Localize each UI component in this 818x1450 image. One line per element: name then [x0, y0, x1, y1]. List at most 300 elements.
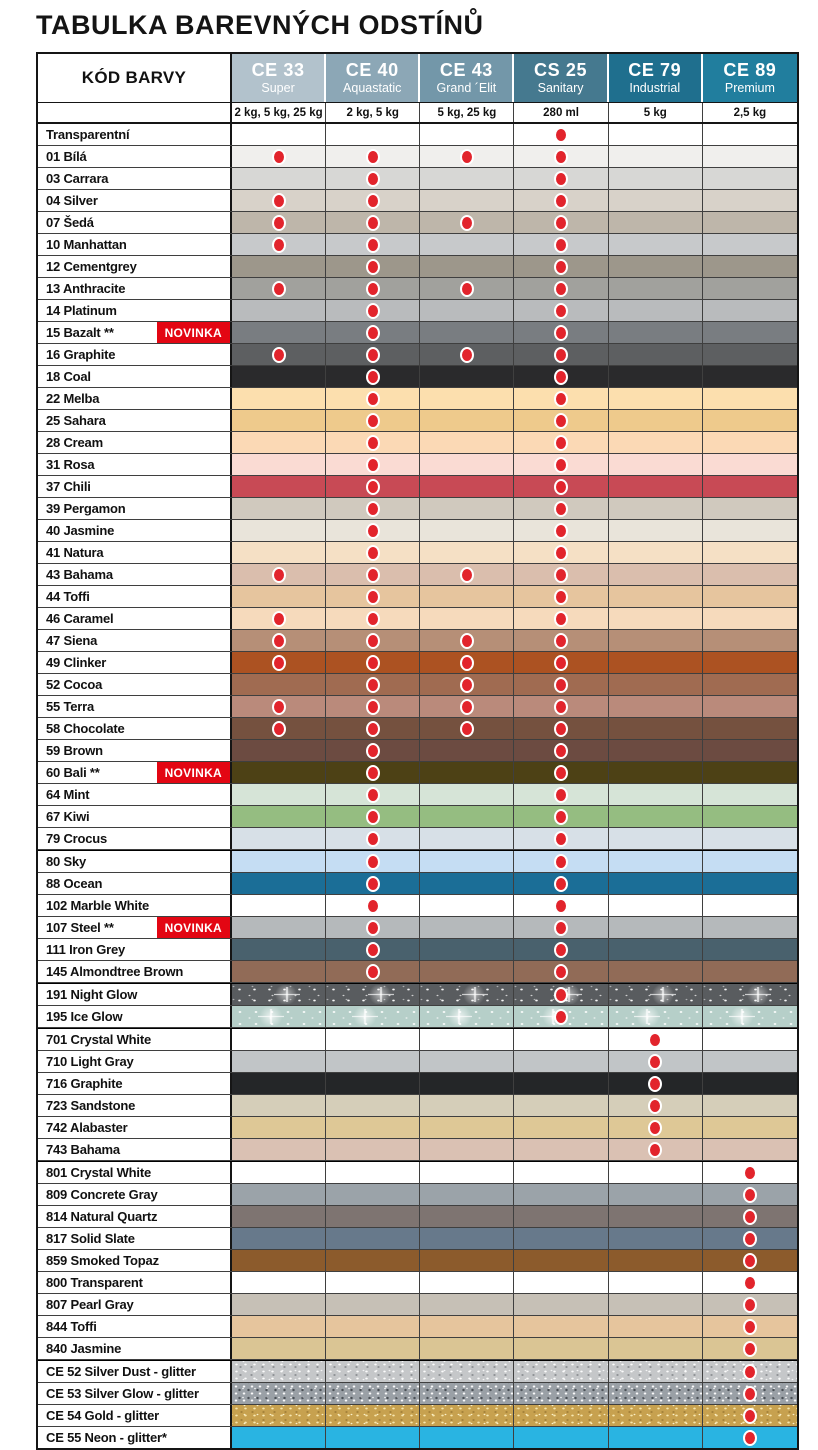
- availability-dot: [743, 1297, 757, 1313]
- color-row: [38, 1360, 797, 1383]
- color-name-cell: [38, 718, 232, 739]
- availability-dot: [366, 325, 380, 341]
- color-row: [38, 1028, 797, 1051]
- color-name-cell: [38, 1250, 232, 1271]
- availability-dot: [366, 369, 380, 385]
- color-row: [38, 917, 797, 939]
- availability-dot: [366, 898, 380, 914]
- color-name-cell: [38, 1184, 232, 1205]
- swatch-ce-43: [420, 762, 514, 783]
- availability-dot: [743, 1253, 757, 1269]
- swatch-ce-79: [609, 1316, 703, 1337]
- swatch-cs-25: [514, 630, 608, 651]
- color-row: [38, 828, 797, 850]
- availability-dot: [366, 413, 380, 429]
- swatch-ce-43: [420, 1139, 514, 1160]
- swatch-cs-25: [514, 1139, 608, 1160]
- swatch-ce-89: [703, 1162, 797, 1183]
- color-name: 12 Cementgrey: [46, 259, 137, 274]
- swatch-ce-43: [420, 1272, 514, 1293]
- availability-dot: [366, 237, 380, 253]
- color-name: 80 Sky: [46, 854, 87, 869]
- swatch-ce-33: [232, 322, 326, 343]
- color-name: 814 Natural Quartz: [46, 1209, 158, 1224]
- swatch-ce-40: [326, 740, 420, 761]
- swatch-ce-33: [232, 961, 326, 982]
- availability-dot: [554, 237, 568, 253]
- color-row: [38, 674, 797, 696]
- color-name: 10 Manhattan: [46, 237, 127, 252]
- availability-dot: [554, 303, 568, 319]
- color-row: [38, 961, 797, 983]
- swatch-ce-89: [703, 1294, 797, 1315]
- swatch-cs-25: [514, 1051, 608, 1072]
- swatch-ce-79: [609, 1006, 703, 1027]
- swatch-cs-25: [514, 520, 608, 541]
- color-name: 809 Concrete Gray: [46, 1187, 158, 1202]
- swatch-ce-79: [609, 895, 703, 916]
- swatch-ce-79: [609, 1184, 703, 1205]
- color-row: [38, 586, 797, 608]
- availability-dot: [648, 1142, 662, 1158]
- swatch-ce-33: [232, 674, 326, 695]
- swatch-ce-79: [609, 278, 703, 299]
- color-name: 701 Crystal White: [46, 1032, 151, 1047]
- sizes-row-empty-cell: [38, 103, 232, 122]
- swatch-ce-43: [420, 1162, 514, 1183]
- swatch-ce-33: [232, 851, 326, 872]
- swatch-ce-33: [232, 1184, 326, 1205]
- availability-dot: [460, 215, 474, 231]
- color-name-cell: [38, 1272, 232, 1293]
- swatch-cs-25: [514, 1029, 608, 1050]
- swatch-ce-33: [232, 366, 326, 387]
- swatch-ce-79: [609, 851, 703, 872]
- swatch-ce-79: [609, 806, 703, 827]
- color-name-cell: [38, 1427, 232, 1448]
- availability-dot: [554, 127, 568, 143]
- swatch-ce-79: [609, 520, 703, 541]
- swatch-cs-25: [514, 586, 608, 607]
- color-name: 31 Rosa: [46, 457, 95, 472]
- swatch-ce-89: [703, 190, 797, 211]
- swatch-ce-33: [232, 146, 326, 167]
- swatch-ce-79: [609, 1294, 703, 1315]
- swatch-ce-79: [609, 1117, 703, 1138]
- color-name: 800 Transparent: [46, 1275, 143, 1290]
- swatch-ce-33: [232, 1073, 326, 1094]
- color-name: 01 Bílá: [46, 149, 87, 164]
- color-name-cell: [38, 476, 232, 497]
- availability-dot: [366, 787, 380, 803]
- swatch-ce-89: [703, 1250, 797, 1271]
- swatch-ce-33: [232, 1095, 326, 1116]
- swatch-ce-43: [420, 1361, 514, 1382]
- availability-dot: [366, 193, 380, 209]
- availability-dot: [554, 215, 568, 231]
- swatch-ce-43: [420, 608, 514, 629]
- swatch-ce-43: [420, 740, 514, 761]
- availability-dot: [460, 655, 474, 671]
- color-name-cell: [38, 212, 232, 233]
- swatch-ce-40: [326, 630, 420, 651]
- product-code: CE 89: [723, 60, 777, 81]
- swatch-ce-40: [326, 784, 420, 805]
- swatch-ce-79: [609, 168, 703, 189]
- swatch-cs-25: [514, 1427, 608, 1448]
- swatch-cs-25: [514, 1338, 608, 1359]
- availability-dot: [460, 149, 474, 165]
- availability-dot: [554, 523, 568, 539]
- swatch-ce-79: [609, 652, 703, 673]
- color-name-cell: [38, 168, 232, 189]
- swatch-ce-33: [232, 1272, 326, 1293]
- color-name: Transparentní: [46, 127, 130, 142]
- swatch-cs-25: [514, 1006, 608, 1027]
- swatch-ce-43: [420, 564, 514, 585]
- availability-dot: [366, 259, 380, 275]
- swatch-ce-43: [420, 696, 514, 717]
- color-name-cell: [38, 542, 232, 563]
- color-name: 04 Silver: [46, 193, 98, 208]
- swatch-ce-40: [326, 851, 420, 872]
- swatch-ce-89: [703, 1117, 797, 1138]
- swatch-ce-33: [232, 895, 326, 916]
- color-name: CE 52 Silver Dust - glitter: [46, 1364, 196, 1379]
- swatch-ce-33: [232, 630, 326, 651]
- availability-dot: [366, 391, 380, 407]
- swatch-ce-43: [420, 212, 514, 233]
- swatch-ce-33: [232, 498, 326, 519]
- code-column-header: KÓD BARVY: [38, 54, 232, 102]
- availability-dot: [366, 523, 380, 539]
- swatch-ce-40: [326, 322, 420, 343]
- availability-dot: [460, 633, 474, 649]
- color-row: [38, 1338, 797, 1360]
- color-row: [38, 850, 797, 873]
- availability-dot: [366, 589, 380, 605]
- swatch-ce-79: [609, 1095, 703, 1116]
- color-row: [38, 564, 797, 586]
- availability-dot: [554, 435, 568, 451]
- swatch-ce-43: [420, 674, 514, 695]
- swatch-ce-89: [703, 1405, 797, 1426]
- swatch-ce-40: [326, 1073, 420, 1094]
- availability-dot: [554, 1009, 568, 1025]
- swatch-ce-40: [326, 806, 420, 827]
- package-size-cs25: 280 ml: [514, 103, 608, 122]
- color-row: [38, 1006, 797, 1028]
- swatch-ce-40: [326, 1361, 420, 1382]
- novinka-badge: NOVINKA: [157, 762, 230, 783]
- availability-dot: [743, 1408, 757, 1424]
- swatch-ce-33: [232, 190, 326, 211]
- package-size-ce33: 2 kg, 5 kg, 25 kg: [232, 103, 326, 122]
- swatch-ce-79: [609, 388, 703, 409]
- swatch-ce-79: [609, 1139, 703, 1160]
- swatch-ce-43: [420, 454, 514, 475]
- swatch-ce-79: [609, 1029, 703, 1050]
- color-name: 64 Mint: [46, 787, 90, 802]
- color-name: 716 Graphite: [46, 1076, 123, 1091]
- swatch-ce-79: [609, 190, 703, 211]
- swatch-ce-43: [420, 806, 514, 827]
- color-name-cell: [38, 124, 232, 145]
- swatch-ce-33: [232, 410, 326, 431]
- swatch-cs-25: [514, 917, 608, 938]
- swatch-cs-25: [514, 300, 608, 321]
- color-name: 07 Šedá: [46, 215, 94, 230]
- color-name: 18 Coal: [46, 369, 91, 384]
- color-name-cell: [38, 1405, 232, 1426]
- swatch-ce-89: [703, 895, 797, 916]
- swatch-ce-40: [326, 146, 420, 167]
- swatch-ce-89: [703, 674, 797, 695]
- swatch-ce-33: [232, 1139, 326, 1160]
- novinka-badge: NOVINKA: [157, 917, 230, 938]
- color-name: 67 Kiwi: [46, 809, 90, 824]
- color-name-cell: [38, 410, 232, 431]
- availability-dot: [554, 831, 568, 847]
- package-sizes-row: [38, 103, 797, 124]
- swatch-ce-40: [326, 895, 420, 916]
- color-name: 49 Clinker: [46, 655, 107, 670]
- swatch-ce-79: [609, 608, 703, 629]
- swatch-ce-89: [703, 1228, 797, 1249]
- availability-dot: [460, 721, 474, 737]
- availability-dot: [366, 479, 380, 495]
- color-name: 41 Natura: [46, 545, 104, 560]
- color-name-cell: [38, 300, 232, 321]
- color-name-cell: [38, 1006, 232, 1027]
- color-row: [38, 1383, 797, 1405]
- color-name-cell: [38, 234, 232, 255]
- color-row: [38, 1316, 797, 1338]
- swatch-ce-89: [703, 806, 797, 827]
- availability-dot: [366, 942, 380, 958]
- product-code: CE 40: [345, 60, 399, 81]
- swatch-ce-89: [703, 520, 797, 541]
- color-row: [38, 806, 797, 828]
- swatch-ce-79: [609, 1383, 703, 1404]
- swatch-ce-40: [326, 410, 420, 431]
- swatch-ce-79: [609, 1427, 703, 1448]
- availability-dot: [554, 171, 568, 187]
- color-name-cell: [38, 432, 232, 453]
- color-name-cell: [38, 388, 232, 409]
- swatch-cs-25: [514, 1316, 608, 1337]
- swatch-cs-25: [514, 124, 608, 145]
- availability-dot: [366, 303, 380, 319]
- swatch-ce-40: [326, 674, 420, 695]
- swatch-ce-40: [326, 454, 420, 475]
- swatch-ce-43: [420, 1184, 514, 1205]
- swatch-ce-43: [420, 851, 514, 872]
- swatch-cs-25: [514, 410, 608, 431]
- color-name-cell: [38, 1316, 232, 1337]
- swatch-ce-33: [232, 344, 326, 365]
- swatch-ce-89: [703, 917, 797, 938]
- swatch-cs-25: [514, 740, 608, 761]
- color-name-cell: [38, 895, 232, 916]
- swatch-ce-33: [232, 1051, 326, 1072]
- color-row: [38, 1250, 797, 1272]
- swatch-cs-25: [514, 806, 608, 827]
- availability-dot: [272, 193, 286, 209]
- swatch-ce-40: [326, 1316, 420, 1337]
- swatch-ce-43: [420, 542, 514, 563]
- color-row: [38, 542, 797, 564]
- color-name-cell: [38, 586, 232, 607]
- swatch-ce-89: [703, 696, 797, 717]
- swatch-ce-43: [420, 652, 514, 673]
- swatch-ce-40: [326, 432, 420, 453]
- swatch-ce-40: [326, 1029, 420, 1050]
- color-name-cell: [38, 498, 232, 519]
- color-row: [38, 696, 797, 718]
- swatch-ce-40: [326, 520, 420, 541]
- color-rows: [38, 124, 797, 1448]
- color-name-cell: [38, 190, 232, 211]
- swatch-ce-89: [703, 718, 797, 739]
- availability-dot: [272, 655, 286, 671]
- swatch-ce-79: [609, 718, 703, 739]
- availability-dot: [743, 1165, 757, 1181]
- color-name: 195 Ice Glow: [46, 1009, 123, 1024]
- color-row: [38, 1139, 797, 1161]
- swatch-ce-89: [703, 498, 797, 519]
- swatch-ce-79: [609, 917, 703, 938]
- swatch-ce-43: [420, 1228, 514, 1249]
- color-row: [38, 1228, 797, 1250]
- swatch-ce-43: [420, 124, 514, 145]
- package-size-ce89: 2,5 kg: [703, 103, 797, 122]
- swatch-ce-79: [609, 146, 703, 167]
- swatch-ce-33: [232, 1338, 326, 1359]
- color-name: 742 Alabaster: [46, 1120, 128, 1135]
- swatch-ce-40: [326, 256, 420, 277]
- swatch-ce-33: [232, 586, 326, 607]
- color-name: 88 Ocean: [46, 876, 103, 891]
- availability-dot: [554, 920, 568, 936]
- swatch-ce-33: [232, 542, 326, 563]
- color-name: 59 Brown: [46, 743, 103, 758]
- swatch-ce-40: [326, 278, 420, 299]
- swatch-cs-25: [514, 1250, 608, 1271]
- swatch-cs-25: [514, 1073, 608, 1094]
- swatch-ce-89: [703, 1427, 797, 1448]
- color-row: [38, 432, 797, 454]
- color-name-cell: [38, 146, 232, 167]
- swatch-ce-43: [420, 939, 514, 960]
- swatch-ce-40: [326, 1206, 420, 1227]
- swatch-ce-79: [609, 1272, 703, 1293]
- swatch-ce-33: [232, 917, 326, 938]
- color-name-cell: [38, 939, 232, 960]
- swatch-cs-25: [514, 190, 608, 211]
- swatch-ce-33: [232, 234, 326, 255]
- swatch-ce-89: [703, 256, 797, 277]
- availability-dot: [743, 1430, 757, 1446]
- color-name: 817 Solid Slate: [46, 1231, 135, 1246]
- color-name-cell: [38, 520, 232, 541]
- availability-dot: [554, 964, 568, 980]
- color-row: [38, 454, 797, 476]
- swatch-ce-40: [326, 939, 420, 960]
- color-name-cell: [38, 740, 232, 761]
- swatch-ce-43: [420, 278, 514, 299]
- swatch-cs-25: [514, 1206, 608, 1227]
- swatch-ce-43: [420, 586, 514, 607]
- swatch-cs-25: [514, 1383, 608, 1404]
- swatch-cs-25: [514, 388, 608, 409]
- swatch-ce-79: [609, 1073, 703, 1094]
- swatch-cs-25: [514, 234, 608, 255]
- availability-dot: [366, 215, 380, 231]
- swatch-cs-25: [514, 366, 608, 387]
- availability-dot: [460, 347, 474, 363]
- color-row: [38, 212, 797, 234]
- swatch-cs-25: [514, 498, 608, 519]
- color-name-cell: [38, 1117, 232, 1138]
- swatch-ce-33: [232, 278, 326, 299]
- swatch-cs-25: [514, 696, 608, 717]
- swatch-cs-25: [514, 564, 608, 585]
- color-name-cell: [38, 784, 232, 805]
- color-row: [38, 322, 797, 344]
- availability-dot: [554, 281, 568, 297]
- swatch-ce-43: [420, 476, 514, 497]
- color-name-cell: [38, 1338, 232, 1359]
- product-subtitle: Premium: [724, 81, 775, 96]
- color-name: 55 Terra: [46, 699, 95, 714]
- color-name-cell: [38, 851, 232, 872]
- availability-dot: [272, 611, 286, 627]
- swatch-ce-33: [232, 762, 326, 783]
- availability-dot: [366, 876, 380, 892]
- availability-dot: [366, 677, 380, 693]
- swatch-ce-33: [232, 476, 326, 497]
- color-name-cell: [38, 1073, 232, 1094]
- swatch-cs-25: [514, 278, 608, 299]
- color-name: CE 54 Gold - glitter: [46, 1408, 160, 1423]
- color-row: [38, 939, 797, 961]
- swatch-ce-89: [703, 1139, 797, 1160]
- swatch-ce-33: [232, 256, 326, 277]
- swatch-ce-40: [326, 300, 420, 321]
- swatch-ce-40: [326, 984, 420, 1005]
- availability-dot: [743, 1231, 757, 1247]
- color-row: [38, 124, 797, 146]
- swatch-ce-43: [420, 344, 514, 365]
- swatch-cs-25: [514, 895, 608, 916]
- availability-dot: [272, 347, 286, 363]
- swatch-ce-43: [420, 917, 514, 938]
- color-name-cell: [38, 256, 232, 277]
- color-name-cell: [38, 1361, 232, 1382]
- swatch-ce-40: [326, 564, 420, 585]
- swatch-ce-89: [703, 630, 797, 651]
- swatch-ce-40: [326, 1427, 420, 1448]
- swatch-cs-25: [514, 1361, 608, 1382]
- swatch-cs-25: [514, 1095, 608, 1116]
- swatch-ce-43: [420, 256, 514, 277]
- swatch-ce-33: [232, 388, 326, 409]
- swatch-cs-25: [514, 322, 608, 343]
- swatch-ce-89: [703, 851, 797, 872]
- availability-dot: [366, 809, 380, 825]
- availability-dot: [648, 1076, 662, 1092]
